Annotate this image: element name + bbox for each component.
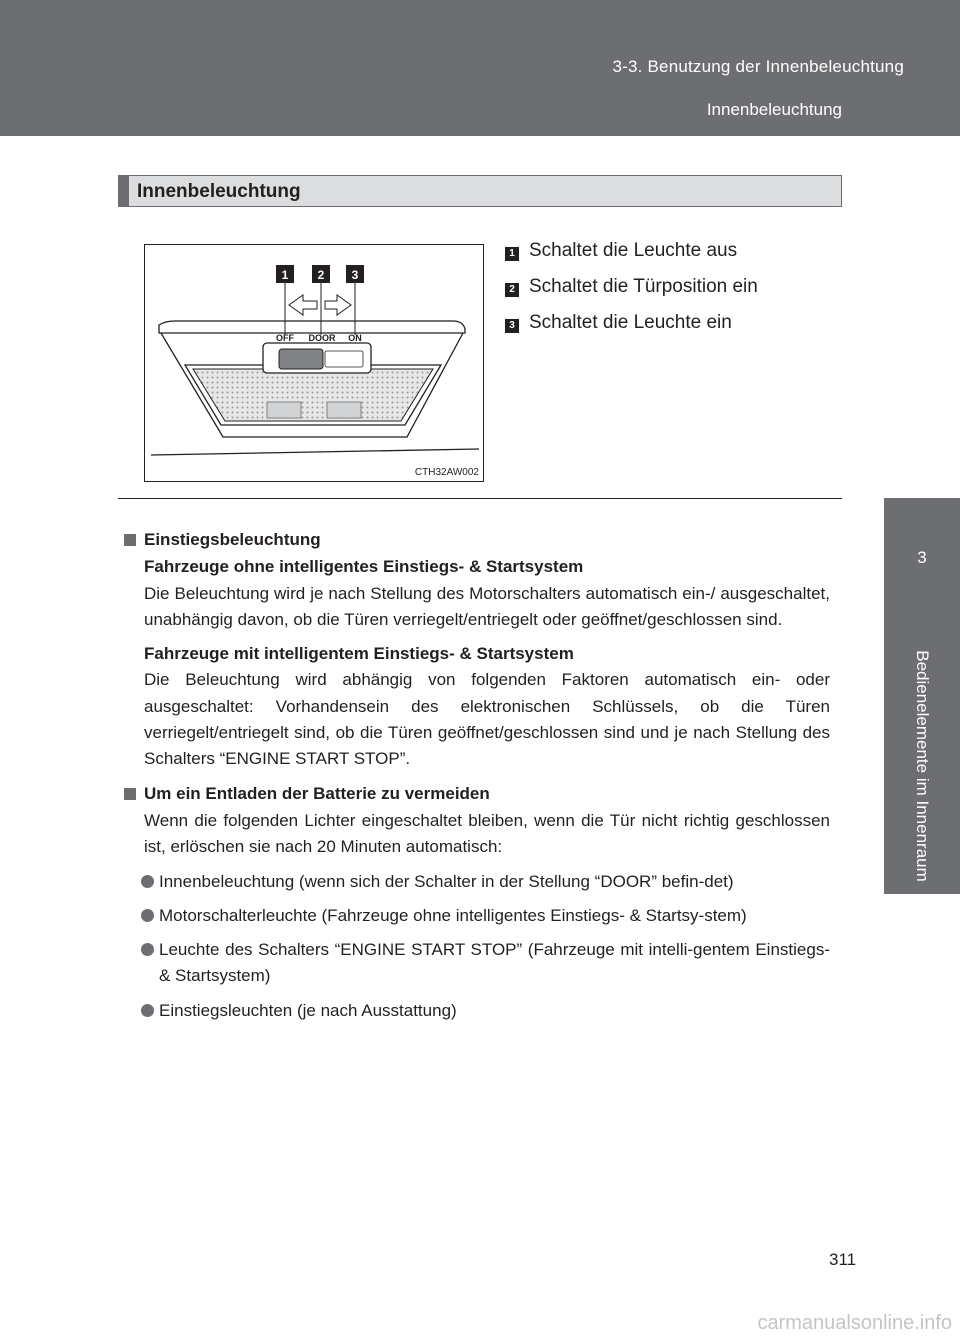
bullet-dot-icon <box>141 1004 154 1017</box>
entry-lighting-paragraph-2: Die Beleuchtung wird abhängig von folgenden Faktoren automatisch ein- oder ausgeschaltet: Vorhandensein des elektronischen Schlüssels, ob die Türen verriegelt/entriegelt sind, ob die Türen geöffnet/geschlossen sind und je nach Stellung des Schalters “ENGINE START STOP”. <box>144 670 830 769</box>
page-header <box>0 0 960 136</box>
entry-lighting-subheading-1: Fahrzeuge ohne intelligentes Einstiegs- & Startsystem <box>144 557 584 577</box>
battery-heading <box>124 781 830 807</box>
battery-bullet <box>124 869 830 895</box>
callout-2-label: 2 <box>317 268 325 282</box>
header-section-title: 3-3. Benutzung der Innenbeleuchtung <box>612 57 904 76</box>
battery-bullet-text: Leuchte des Schalters “ENGINE START STOP” (Fahrzeuge mit intelli-gentem Einstiegs- & Startsystem) <box>159 940 830 986</box>
legend-number-badge: 2 <box>505 283 519 297</box>
battery-bullet-text: Motorschalterleuchte (Fahrzeuge ohne intelligentes Einstiegs- & Startsy-stem) <box>159 905 747 925</box>
body-content <box>124 527 830 1032</box>
switch-label-door: DOOR <box>308 333 336 343</box>
interior-light-figure <box>144 244 484 482</box>
section-title: Innenbeleuchtung <box>137 181 301 202</box>
bullet-dot-icon <box>141 909 154 922</box>
interior-light-illustration <box>145 245 484 482</box>
chapter-number: 3 <box>917 548 927 567</box>
legend-text: Schaltet die Leuchte ein <box>529 312 732 333</box>
callout-1-label: 1 <box>281 268 289 282</box>
bullet-dot-icon <box>141 875 154 888</box>
legend-text: Schaltet die Türposition ein <box>529 276 758 297</box>
battery-bullet <box>124 937 830 990</box>
section-title-accent <box>119 176 129 206</box>
legend-number-badge: 3 <box>505 319 519 333</box>
battery-paragraph: Wenn die folgenden Lichter eingeschaltet bleiben, wenn die Tür nicht richtig geschlossen ist, erlöschen sie nach 20 Minuten automatisch: <box>144 810 830 857</box>
legend-number-badge: 1 <box>505 247 519 261</box>
bullet-dot-icon <box>141 943 154 956</box>
entry-lighting-paragraph-1: Die Beleuchtung wird je nach Stellung des Motorschalters automatisch ein-/ ausgeschaltet, unabhängig davon, ob die Türen verriegelt/entriegelt oder geöffnet/geschlossen sind. <box>144 583 830 629</box>
switch-label-off: OFF <box>276 333 294 343</box>
callout-3-label: 3 <box>351 268 359 282</box>
chapter-label: Bedienelemente im Innenraum <box>913 650 932 882</box>
heading-square-icon <box>124 534 136 546</box>
entry-lighting-heading <box>124 527 830 553</box>
battery-bullet-text: Einstiegsleuchten (je nach Ausstattung) <box>159 1000 457 1020</box>
figure-code: CTH32AW002 <box>414 467 479 478</box>
entry-lighting-subheading-2: Fahrzeuge mit intelligentem Einstiegs- & Startsystem <box>144 644 574 664</box>
section-divider <box>118 498 842 499</box>
section-title-bar <box>118 175 842 207</box>
header-subsection-title: Innenbeleuchtung <box>706 100 842 119</box>
switch-label-on: ON <box>348 333 362 343</box>
battery-bullet-text: Innenbeleuchtung (wenn sich der Schalter in der Stellung “DOOR” befin-det) <box>159 871 734 891</box>
chapter-side-tab <box>884 498 960 894</box>
battery-bullet <box>124 903 830 929</box>
page-number: 311 <box>829 1250 857 1269</box>
watermark: carmanualsonline.info <box>757 1312 952 1334</box>
battery-heading-text: Um ein Entladen der Batterie zu vermeiden <box>144 783 490 803</box>
heading-square-icon <box>124 788 136 800</box>
battery-bullet <box>124 998 830 1024</box>
legend-text: Schaltet die Leuchte aus <box>529 240 738 261</box>
entry-lighting-heading-text: Einstiegsbeleuchtung <box>144 530 321 549</box>
